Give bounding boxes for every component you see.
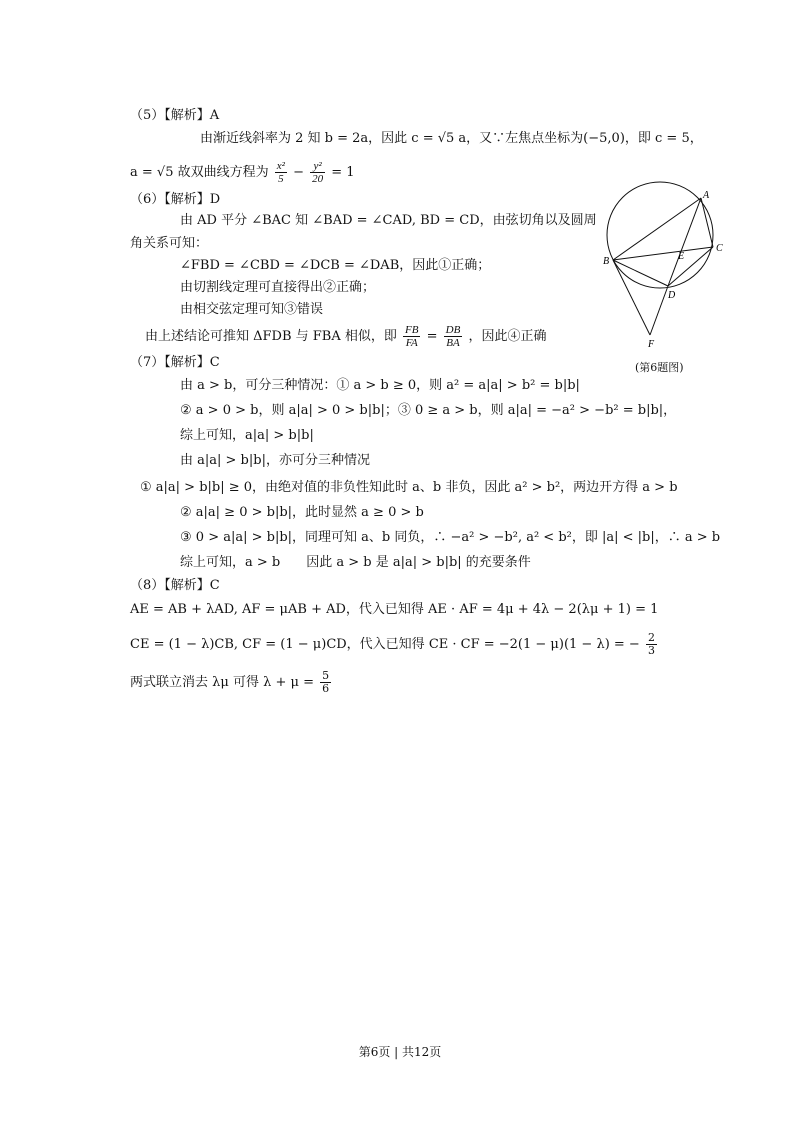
q7-heading: （7）【解析】C — [130, 355, 220, 370]
q5-heading: （5）【解析】A — [130, 108, 220, 123]
q7-line-3: 综上可知，a|a| > b|b| — [180, 428, 314, 443]
point-f-label: F — [648, 339, 655, 350]
q6-line-6 — [145, 324, 547, 349]
q5-line-1: 由渐近线斜率为 2 知 b = 2a，因此 c = √5 a，又∵左焦点坐标为(−5,0)，即 c = 5， — [200, 131, 703, 146]
page-footer: 第6页 | 共12页 — [358, 1045, 442, 1059]
segment-ad — [668, 198, 701, 286]
q6-figure-caption: (第6题图) — [635, 361, 684, 374]
point-b-label: B — [603, 256, 610, 267]
point-a-label: A — [703, 190, 710, 201]
q6-line-6-tail: ，因此④正确 — [468, 329, 547, 344]
q6-equals: = — [426, 329, 438, 344]
q5-line-2-text: a = √5 故双曲线方程为 — [130, 165, 269, 180]
q5-equals-one: = 1 — [331, 165, 355, 180]
q6-geometry-figure — [595, 180, 725, 355]
q5-fraction-x: $\frac{\text{x²}}{5}$ — [276, 160, 285, 185]
q8-line-2 — [130, 632, 659, 657]
q7-line-2: ② a > 0 > b，则 a|a| > 0 > b|b|；③ 0 ≥ a > b，则 a|a| = −a² > −b² = b|b|， — [180, 403, 677, 418]
q6-heading: （6）【解析】D — [130, 192, 221, 207]
q6-line-2: 角关系可知： — [130, 236, 209, 251]
q7-line-4: 由 a|a| > b|b|，亦可分三种情况 — [180, 453, 370, 468]
q7-line-8: 综上可知，a > b 因此 a > b 是 a|a| > b|b| 的充要条件 — [180, 555, 531, 570]
q8-line-3-text: 两式联立消去 λμ 可得 λ + μ = — [130, 675, 314, 690]
segment-fd — [650, 286, 668, 335]
q6-line-6-text: 由上述结论可推知 ΔFDB 与 FBA 相似，即 — [145, 329, 397, 344]
q6-line-1: 由 AD 平分 ∠BAC 知 ∠BAD = ∠CAD, BD = CD，由弦切角以及圆周 — [180, 213, 597, 228]
q7-line-6: ② a|a| ≥ 0 > b|b|，此时显然 a ≥ 0 > b — [180, 505, 424, 520]
q6-line-3: ∠FBD = ∠CBD = ∠DCB = ∠DAB，因此①正确； — [180, 258, 491, 273]
q5-minus: − — [293, 165, 304, 180]
point-e-label: E — [678, 251, 685, 262]
q5-line-2 — [130, 160, 355, 185]
q7-line-7: ③ 0 > a|a| > b|b|，同理可知 a、b 同负，∴ −a² > −b², a² < b²，即 |a| < |b|，∴ a > b — [180, 530, 721, 545]
segment-dc — [668, 247, 713, 286]
q6-fraction-fb-fa: $\frac{FB}{FA}$ — [405, 324, 419, 349]
q6-line-5: 由相交弦定理可知③错误 — [180, 302, 324, 317]
q5-fraction-y: $\frac{\text{y²}}{20}$ — [312, 160, 324, 185]
q7-line-1: 由 a > b，可分三种情况：① a > b ≥ 0，则 a² = a|a| > b² = b|b| — [180, 378, 580, 393]
point-d-label: D — [668, 290, 676, 301]
segment-bd — [613, 260, 668, 286]
q8-line-3 — [130, 670, 333, 695]
q6-fraction-db-ba: $\frac{DB}{BA}$ — [445, 324, 461, 349]
q8-heading: （8）【解析】C — [130, 578, 220, 593]
circle — [607, 182, 713, 288]
q8-fraction-two-thirds: $\frac{2}{3}$ — [647, 631, 655, 657]
q8-line-2-text: CE = (1 − λ)CB, CF = (1 − μ)CD，代入已知得 CE · CF = −2(1 − μ)(1 − λ) = − — [130, 637, 640, 652]
q8-fraction-five-sixths: $\frac{5}{6}$ — [322, 669, 330, 695]
q7-line-5: ① a|a| > b|b| ≥ 0，由绝对值的非负性知此时 a、b 非负，因此 a² > b²，两边开方得 a > b — [140, 480, 678, 495]
point-c-label: C — [716, 243, 723, 254]
q8-line-1: AE = AB + λAD, AF = μAB + AD，代入已知得 AE · AF = 4μ + 4λ − 2(λμ + 1) = 1 — [130, 602, 659, 617]
segment-bf — [613, 260, 650, 335]
q6-line-4: 由切割线定理可直接得出②正确； — [180, 280, 376, 295]
